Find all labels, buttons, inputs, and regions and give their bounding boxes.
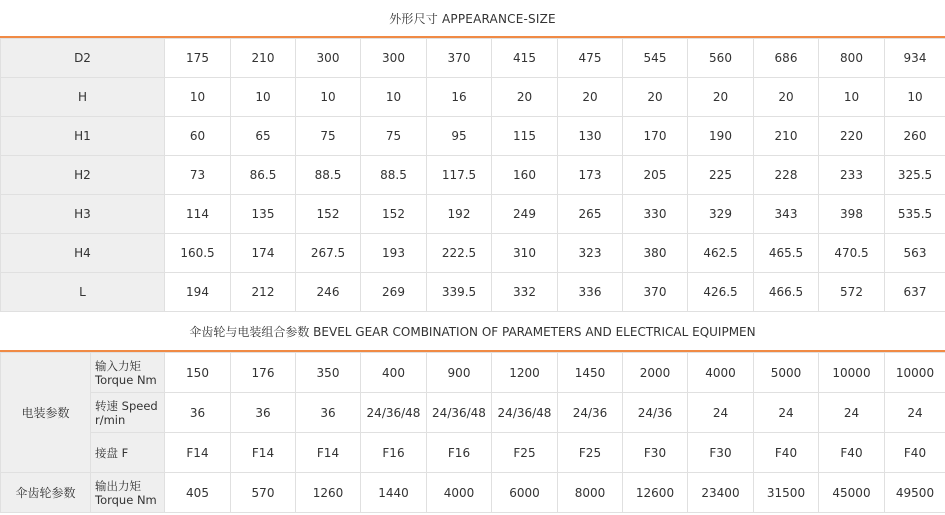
param-label-line1: 输出力矩 [95, 478, 141, 493]
param-label-line2: Torque Nm [95, 492, 157, 507]
table-cell: 23400 [688, 473, 754, 513]
table-cell: 24/36 [558, 393, 623, 433]
table-cell: 1200 [492, 353, 558, 393]
table-cell: 300 [296, 39, 361, 78]
table-cell: 24 [688, 393, 754, 433]
table-cell: 330 [623, 195, 688, 234]
table-cell: 339.5 [427, 273, 492, 312]
table-row [1, 393, 945, 433]
table-cell: 36 [165, 393, 231, 433]
table-cell: 572 [819, 273, 885, 312]
table-cell: 10 [296, 78, 361, 117]
table-cell: 24 [819, 393, 885, 433]
table-cell: F14 [165, 433, 231, 473]
table-cell: 88.5 [296, 156, 361, 195]
table-cell: 370 [427, 39, 492, 78]
table-cell: 10 [819, 78, 885, 117]
table-cell: 20 [623, 78, 688, 117]
table-cell: 465.5 [754, 234, 819, 273]
table-cell: 265 [558, 195, 623, 234]
table-cell: F14 [231, 433, 296, 473]
table-cell: 686 [754, 39, 819, 78]
table-cell: 426.5 [688, 273, 754, 312]
row-label: H4 [1, 234, 165, 273]
table-cell: 160.5 [165, 234, 231, 273]
bevel-gear-body [1, 353, 945, 513]
table-cell: 300 [361, 39, 427, 78]
param-label [91, 433, 165, 473]
table-cell: 934 [885, 39, 945, 78]
table-cell: 462.5 [688, 234, 754, 273]
table-cell: 117.5 [427, 156, 492, 195]
table-row [1, 117, 945, 156]
table-cell: 75 [361, 117, 427, 156]
table-cell: F25 [492, 433, 558, 473]
table-cell: 545 [623, 39, 688, 78]
table-cell: 194 [165, 273, 231, 312]
table-cell: 190 [688, 117, 754, 156]
table-cell: 570 [231, 473, 296, 513]
table-cell: F30 [688, 433, 754, 473]
table-cell: 405 [165, 473, 231, 513]
param-label [91, 353, 165, 393]
table-cell: 24/36/48 [492, 393, 558, 433]
table-cell: 192 [427, 195, 492, 234]
table-cell: 173 [558, 156, 623, 195]
param-label-line2: r/min [95, 412, 126, 427]
table-cell: 12600 [623, 473, 688, 513]
table-cell: 10 [231, 78, 296, 117]
table-cell: 152 [296, 195, 361, 234]
table-cell: 170 [623, 117, 688, 156]
table-cell: 249 [492, 195, 558, 234]
table-cell: 20 [492, 78, 558, 117]
table-cell: 24 [754, 393, 819, 433]
table-cell: 220 [819, 117, 885, 156]
table-cell: 535.5 [885, 195, 945, 234]
table-cell: 398 [819, 195, 885, 234]
table-cell: 4000 [427, 473, 492, 513]
param-label-line1: 输入力矩 [95, 358, 141, 373]
table-cell: 130 [558, 117, 623, 156]
table-cell: 323 [558, 234, 623, 273]
table-cell: 175 [165, 39, 231, 78]
param-label-line2: Torque Nm [95, 372, 157, 387]
table-cell: F14 [296, 433, 361, 473]
table-cell: 114 [165, 195, 231, 234]
table-cell: 10000 [819, 353, 885, 393]
table-cell: 332 [492, 273, 558, 312]
table-cell: 24/36 [623, 393, 688, 433]
table-cell: 246 [296, 273, 361, 312]
table-cell: 75 [296, 117, 361, 156]
group-label-bevel-gear: 伞齿轮参数 [1, 473, 91, 513]
row-label: H [1, 78, 165, 117]
table-cell: 210 [231, 39, 296, 78]
table-cell: 36 [231, 393, 296, 433]
table-cell: 267.5 [296, 234, 361, 273]
appearance-size-title: 外形尺寸 APPEARANCE-SIZE [389, 11, 556, 26]
table-cell: 8000 [558, 473, 623, 513]
row-label: L [1, 273, 165, 312]
table-cell: 88.5 [361, 156, 427, 195]
table-cell: F16 [361, 433, 427, 473]
table-cell: 415 [492, 39, 558, 78]
table-cell: 233 [819, 156, 885, 195]
table-cell: 20 [688, 78, 754, 117]
table-cell: 310 [492, 234, 558, 273]
table-cell: 637 [885, 273, 945, 312]
table-row [1, 273, 945, 312]
table-cell: 160 [492, 156, 558, 195]
table-cell: 475 [558, 39, 623, 78]
table-cell: 16 [427, 78, 492, 117]
table-cell: 222.5 [427, 234, 492, 273]
table-cell: 370 [623, 273, 688, 312]
table-cell: F40 [819, 433, 885, 473]
table-cell: 193 [361, 234, 427, 273]
table-cell: 135 [231, 195, 296, 234]
table-cell: 95 [427, 117, 492, 156]
table-cell: 10 [885, 78, 945, 117]
table-row [1, 433, 945, 473]
table-cell: 150 [165, 353, 231, 393]
table-cell: 343 [754, 195, 819, 234]
table-cell: F16 [427, 433, 492, 473]
table-cell: 205 [623, 156, 688, 195]
table-cell: 73 [165, 156, 231, 195]
table-cell: 4000 [688, 353, 754, 393]
table-cell: 24/36/48 [361, 393, 427, 433]
bevel-gear-table [0, 352, 945, 513]
table-cell: 65 [231, 117, 296, 156]
table-row [1, 353, 945, 393]
table-cell: 336 [558, 273, 623, 312]
table-cell: 900 [427, 353, 492, 393]
table-cell: 10 [361, 78, 427, 117]
table-cell: 210 [754, 117, 819, 156]
table-cell: 228 [754, 156, 819, 195]
table-cell: 10000 [885, 353, 945, 393]
table-cell: 20 [558, 78, 623, 117]
param-label-line1: 接盘 F [95, 445, 129, 460]
table-cell: 2000 [623, 353, 688, 393]
table-cell: 470.5 [819, 234, 885, 273]
table-cell: 31500 [754, 473, 819, 513]
table-cell: 36 [296, 393, 361, 433]
table-cell: 1440 [361, 473, 427, 513]
table-cell: 466.5 [754, 273, 819, 312]
table-cell: 269 [361, 273, 427, 312]
table-cell: 60 [165, 117, 231, 156]
table-cell: 49500 [885, 473, 945, 513]
table-row [1, 234, 945, 273]
table-cell: 24 [885, 393, 945, 433]
table-cell: 174 [231, 234, 296, 273]
table-cell: 400 [361, 353, 427, 393]
table-row [1, 473, 945, 513]
table-cell: 212 [231, 273, 296, 312]
table-cell: 563 [885, 234, 945, 273]
table-cell: 152 [361, 195, 427, 234]
row-label: H2 [1, 156, 165, 195]
table-cell: 350 [296, 353, 361, 393]
table-cell: 5000 [754, 353, 819, 393]
table-cell: 176 [231, 353, 296, 393]
table-cell: F30 [623, 433, 688, 473]
table-cell: F40 [885, 433, 945, 473]
table-row [1, 156, 945, 195]
table-cell: 86.5 [231, 156, 296, 195]
table-cell: 45000 [819, 473, 885, 513]
table-cell: 6000 [492, 473, 558, 513]
appearance-size-table [0, 38, 945, 312]
row-label: D2 [1, 39, 165, 78]
table-cell: 115 [492, 117, 558, 156]
table-cell: 10 [165, 78, 231, 117]
table-cell: F40 [754, 433, 819, 473]
row-label: H1 [1, 117, 165, 156]
table-cell: 1260 [296, 473, 361, 513]
table-cell: F25 [558, 433, 623, 473]
row-label: H3 [1, 195, 165, 234]
bevel-gear-title: 伞齿轮与电装组合参数 BEVEL GEAR COMBINATION OF PARAMETERS AND ELECTRICAL EQUIPMEN [189, 324, 756, 339]
table-row [1, 78, 945, 117]
table-cell: 325.5 [885, 156, 945, 195]
param-label-line1: 转速 Speed [95, 398, 158, 413]
table-cell: 24/36/48 [427, 393, 492, 433]
table-cell: 225 [688, 156, 754, 195]
table-cell: 380 [623, 234, 688, 273]
table-cell: 260 [885, 117, 945, 156]
param-label [91, 393, 165, 433]
table-cell: 1450 [558, 353, 623, 393]
table-cell: 800 [819, 39, 885, 78]
table-row [1, 195, 945, 234]
table-cell: 20 [754, 78, 819, 117]
table-row [1, 39, 945, 78]
table-cell: 560 [688, 39, 754, 78]
group-label-electrical: 电装参数 [1, 353, 91, 473]
appearance-size-body [1, 39, 945, 312]
param-label [91, 473, 165, 513]
table-cell: 329 [688, 195, 754, 234]
